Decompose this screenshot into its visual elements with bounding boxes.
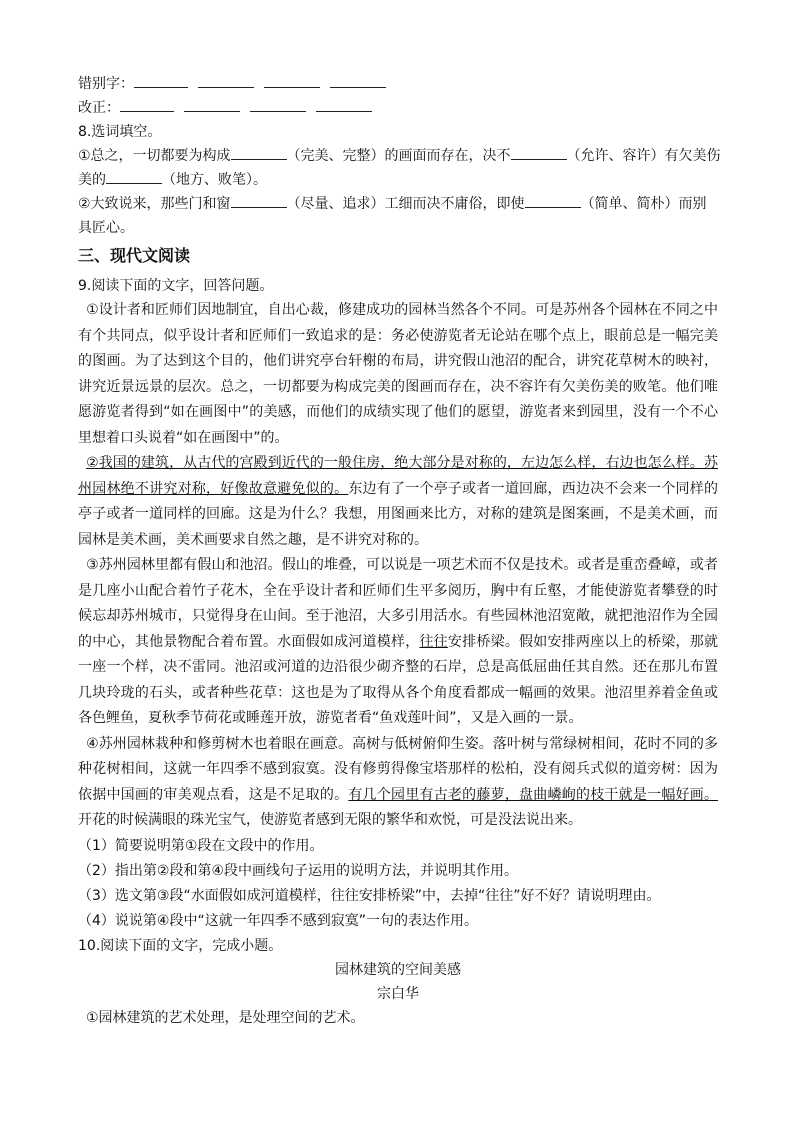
fix-line	[78, 96, 718, 120]
q9-title: 9.阅读下面的文字，回答问题。	[78, 278, 274, 294]
answer-blank[interactable]	[231, 145, 287, 160]
q8-sentence-1-cont: 美的 （地方、败笔）。	[78, 168, 718, 192]
article-title: 园林建筑的空间美感	[335, 961, 461, 978]
answer-blank[interactable]	[525, 193, 581, 208]
q9-paragraph-1: ①设计者和匠师们因地制宜，自出心裁，修建成功的园林当然各个不同。可是苏州各个园林在不同之中有个共同点，似乎设计者和匠师们一致追求的是：务必使游览者无论站在哪个点上，眼前总是一幅完美的图画。为了达到这个目的，他们讲究亭台轩榭的布局，讲究假山池沼的配合，讲究花草树木的映衬，讲究近景远景的层次。总之，一切都要为构成完美的图画而存在，决不容许有欠美伤美的败笔。他们唯愿游览者得到“如在画图中”的美感，而他们的成绩实现了他们的愿望，游览者来到园里，没有一个不心里想着口头说着“如在画图中”的。	[78, 302, 718, 446]
answer-blank[interactable]	[134, 73, 188, 88]
q9-paragraph-4: ④苏州园林栽种和修剪树木也着眼在画意。高树与低树俯仰生姿。落叶树与常绿树相间，花时不同的多种花树相间，这就一年四季不感到寂寞。没有修剪得像宝塔那样的松柏，没有阅兵式似的道旁树：因为依据中国画的审美观点看，这是不足取的。有几个园里有古老的藤萝，盘曲嶙峋的枝干就是一幅好画。开花的时候满眼的珠光宝气，使游览者感到无限的繁华和欢悦，可是没法说出来。	[78, 735, 719, 828]
underlined-word: 往往	[419, 633, 448, 650]
answer-blank[interactable]	[106, 169, 162, 184]
q9-sub-question-4: （4）说说第④段中“这就一年四季不感到寂寞”一句的表达作用。	[78, 912, 478, 929]
q9-sub-question-3: （3）选文第③段“水面假如成河道模样，往往安排桥梁”中，去掉“往往”好不好？请说明理由。	[78, 887, 661, 904]
underlined-sentence: ②我国的建筑，从古代的宫殿到近代的一般住房，绝大部分是对称的，左边怎么样，右边也怎么样。苏州园林绝不讲究对称，好像故意避免似的。	[78, 455, 718, 497]
q9-paragraph-3: ③苏州园林里都有假山和池沼。假山的堆叠，可以说是一项艺术而不仅是技术。或者是重峦叠嶂，或者是几座小山配合着竹子花木，全在乎设计者和匠师们生平多阅历，胸中有丘壑，才能使游览者攀登的时候忘却苏州城市，只觉得身在山间。至于池沼，大多引用活水。有些园林池沼宽敞，就把池沼作为全园的中心，其他景物配合着布置。水面假如成河道模样，往往安排桥梁。假如安排两座以上的桥梁，那就一座一个样，决不雷同。池沼或河道的边沿很少砌齐整的石岸，总是高低屈曲任其自然。还在那儿布置几块玲珑的石头，或者种些花草：这也是为了取得从各个角度看都成一幅画的效果。池沼里养着金鱼或各色鲤鱼，夏秋季节荷花或睡莲开放，游览者看“鱼戏莲叶间”，又是入画的一景。	[78, 557, 719, 726]
section-heading: 三、现代文阅读	[78, 246, 191, 265]
q10-paragraph-1: ①园林建筑的艺术处理，是处理空间的艺术。	[86, 1009, 365, 1026]
q8-sentence-2: ②大致说来，那些门和窗 （尽量、追求）工细而决不庸俗，即使 （简单、简朴）而别	[78, 192, 718, 216]
answer-blank[interactable]	[198, 73, 254, 88]
underlined-sentence: 有几个园里有古老的藤萝，盘曲嶙峋的枝干就是一幅好画。	[348, 786, 719, 803]
q9-paragraph-2: ②我国的建筑，从古代的宫殿到近代的一般住房，绝大部分是对称的，左边怎么样，右边也怎么样。苏州园林绝不讲究对称，好像故意避免似的。东边有了一个亭子或者一道回廊，西边决不会来一个同样的亭子或者一道同样的回廊。这是为什么？我想，用图画来比方，对称的建筑是图案画，不是美术画，而园林是美术画，美术画要求自然之趣，是不讲究对称的。	[78, 455, 719, 548]
q10-title: 10.阅读下面的文字，完成小题。	[78, 937, 283, 954]
article-author: 宗白华	[377, 985, 419, 1002]
q8-title: 8.选词填空。	[78, 124, 162, 140]
q8-sentence-1: ①总之，一切都要为构成 （完美、完整）的画面而存在，决不 （允许、容许）有欠美伤	[78, 144, 718, 168]
answer-blank[interactable]	[511, 145, 567, 160]
fix-label: 改正：	[78, 100, 120, 116]
answer-blank[interactable]	[184, 97, 240, 112]
document-page	[78, 72, 721, 1031]
answer-blank[interactable]	[264, 73, 320, 88]
answer-blank[interactable]	[231, 193, 287, 208]
typo-line	[78, 72, 718, 96]
answer-blank[interactable]	[316, 97, 372, 112]
answer-blank[interactable]	[330, 73, 386, 88]
typo-label: 错别字：	[78, 76, 134, 92]
q9-sub-question-1: （1）简要说明第①段在文段中的作用。	[78, 837, 324, 854]
answer-blank[interactable]	[250, 97, 306, 112]
q8-sentence-2-cont: 具匠心。	[78, 220, 134, 236]
answer-blank[interactable]	[120, 97, 174, 112]
q9-sub-question-2: （2）指出第②段和第④段中画线句子运用的说明方法，并说明其作用。	[78, 862, 519, 879]
